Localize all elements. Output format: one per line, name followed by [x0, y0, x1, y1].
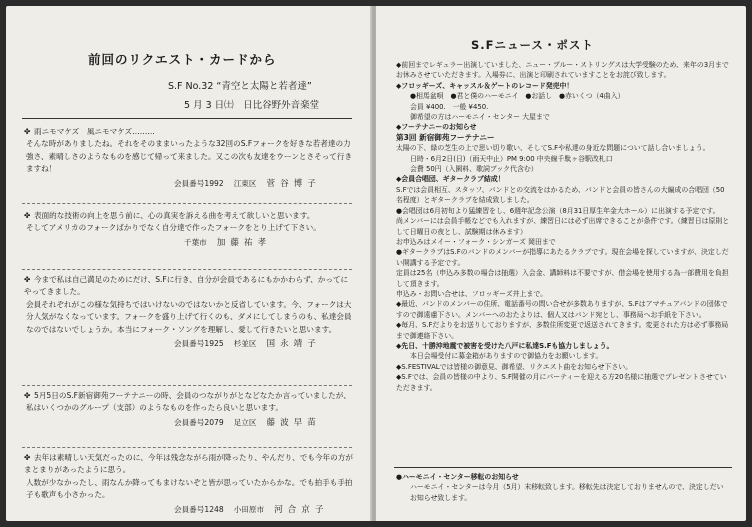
- letter-card: [24, 390, 354, 429]
- news-detail: 会費 50円（入園料、歌詞ブック代含む）: [410, 165, 538, 174]
- news-item: ◆毎月、S.Fだよりをお送りしておりますが、多数住所変更で返送されてきます。変更された方は必ず事務局まで御連絡下さい。: [396, 321, 729, 340]
- sender-place: 杉並区: [233, 339, 257, 349]
- footer-divider: [394, 467, 732, 468]
- flower-bullet-icon: ✤: [24, 211, 31, 220]
- letter-body: 私はいくつかのグループ（支部）のようなものを作ったら良いと思います。: [26, 403, 283, 413]
- news-item: ◆最近、バンドのメンバーの住所、電話番号の問い合せが多数ありますが、S.Fはアマチュアバンドの団体ですので御遠慮下さい。メンバーへのおたよりは、個人又はバンド宛とし、事務局へお手紙を下さい。: [396, 300, 728, 319]
- letter-head: 5月5日のS.F新宿御苑フーテナニーの時、会員のつながりがとなどなたか言っていましたが、: [34, 391, 351, 400]
- event-title: 第3回 新宿御苑フーテナニー: [396, 132, 495, 142]
- news-detail: 本日会場受付に募金箱がありますので御協力をお願いします。: [410, 352, 603, 361]
- flower-bullet-icon: ✤: [24, 275, 31, 284]
- news-item: ◆S.Fでは、会員の皆様の中より、S.F開催の月にパーティーを迎える方20名様に抽選でプレゼントさせていただきます。: [396, 373, 727, 392]
- member-number: 会員番号1992: [174, 178, 224, 188]
- news-detail: ●相馬盆唄 ●君と僕のハーモニイ ●お話し ●赤いくつ（4曲入）: [410, 92, 625, 101]
- letter-card: [24, 210, 354, 249]
- letter-head: 雨ニモマケズ 風ニモマケズ………: [34, 127, 155, 136]
- sender-place: 江東区: [233, 178, 257, 188]
- flower-bullet-icon: ✤: [24, 453, 31, 462]
- news-detail: 御希望の方はハーモニイ・センター 大屋まで: [410, 113, 550, 122]
- letter-card: [24, 274, 354, 350]
- news-heading: ◆会員合唱団、ギタークラブ結成！: [396, 175, 505, 184]
- sender-place: 千葉市: [184, 237, 207, 247]
- letter-divider: [22, 447, 352, 448]
- member-number: 会員番号2079: [174, 417, 224, 427]
- member-number: 会員番号1925: [174, 339, 224, 349]
- sender-place: 小田原市: [233, 504, 265, 514]
- flower-bullet-icon: ✤: [24, 391, 31, 400]
- sender-name: 菅谷博子: [266, 178, 321, 189]
- letter-signature: [24, 504, 354, 516]
- news-item: ◆S.FESTIVALでは皆様の御意見、御希望、リクエスト曲をお知らせ下さい。: [396, 362, 633, 371]
- news-detail: 会員 ¥400. 一般 ¥450.: [410, 102, 489, 111]
- letter-signature: [24, 178, 354, 190]
- letter-signature: [24, 417, 354, 429]
- letter-body: 人数が少なかったし、雨なんか降ってもまけないぞと皆が思っていたからかな。でも拍手も手拍子も歌声も小さかった。: [26, 477, 353, 500]
- letter-head: 去年は素晴しい天気だったのに、今年は残念ながら雨が降ったり、やんだり、でも今年の方がまとまりがあったように思う。: [24, 453, 353, 475]
- news-item: ◆前回までレギュラー出演していました、ニュー・ブルー・ストリングスは大学受験のため、来年の3月までお休みさせていただきます。入場券に、出演と印刷されていますことをお詫び致します。: [396, 61, 729, 80]
- sender-name: 国永靖子: [266, 339, 321, 350]
- notice-text: ハーモニイ・センターは今月（5月）末移転致します。移転先は決定しておりませんので、決定しだいお知らせ致します。: [410, 483, 724, 502]
- member-number: 会員番号1248: [174, 504, 224, 514]
- news-item: ●会唱団は6月初旬より猛練習をし、6週年記念公演（8月31日厚生年金大ホール）に出演する予定です。: [396, 206, 720, 215]
- news-detail: 日時・6月2日(日)（雨天中止）PM 9:00 中央線千駄ヶ谷駅改札口: [410, 154, 613, 163]
- sender-name: 加藤祐孝: [216, 237, 272, 248]
- news-title: S.Fニュース・ポスト: [471, 38, 594, 52]
- news-item: S.Fでは会員相互、スタッフ、バンドとの交流をはかるため、バンドと会員の皆さんの大編成の合唱団（50名程度）とギタークラブを結成致しました。: [396, 185, 725, 205]
- news-item: ●ギタークラブはS.Fのバンドのメンバーが指導にあたるクラブです。現在会場を探していますが、決定しだい開講する予定です。: [396, 248, 729, 267]
- concert-title: S.F No.32 “青空と太陽と若者達”: [168, 81, 312, 92]
- letter-divider: [22, 385, 352, 386]
- news-heading: ◆フロッギーズ、キャッスル＆ゲートのレコード発売中！: [396, 81, 574, 90]
- letter-body: 会員それぞれがこの様な気持ちではいけないのではないかと反省しています。今、フォークは大分人気がなくなっています。フォークを盛り上げて行くのも、ダメにしてしまうのも、私達会員なのではないでしょうか。本当にフォーク・ソングを理解し、愛して行きたいと思います。: [26, 299, 352, 334]
- letter-signature: [24, 338, 354, 350]
- letter-head: 今まで私は自己満足のためにだけ、S.Fに行き、自分が会員であるにもかかわらず、かってにやってきました。: [24, 275, 349, 297]
- letter-card: [24, 452, 354, 516]
- letter-signature: [24, 237, 354, 249]
- news-heading: ◆フーテナニーのお知らせ: [396, 123, 477, 132]
- bullet-icon: ●: [396, 473, 403, 481]
- news-item: 申込み・お問い合せは、フロッギーズ井上まで。: [396, 289, 547, 298]
- news-item: お申込みはメイー・フォーク・シンガーズ 岡田まで: [396, 237, 556, 246]
- right-page: [376, 6, 746, 521]
- left-page: [6, 6, 372, 521]
- sender-name: 藤波早苗: [266, 417, 321, 428]
- sender-name: 河合京子: [274, 504, 329, 515]
- news-items: [396, 60, 730, 393]
- sender-place: 足立区: [233, 417, 257, 427]
- letter-divider: [22, 203, 352, 204]
- title-divider: [22, 118, 352, 119]
- news-item: 尚メンバーには会員手帳などでも入れますが、練習日には必ず出席できることが条件です。（練習日は原則として日曜日の夜とし、試験期は休みます）: [396, 217, 730, 236]
- flower-bullet-icon: ✤: [24, 127, 31, 136]
- letter-card: [24, 126, 354, 190]
- concert-date-venue: 5 月 3 日㈯ 日比谷野外音楽堂: [184, 100, 320, 111]
- letter-body: そしてアメリカのフォークばかりでなく自分達で作ったフォークをとり上げて下さい。: [26, 223, 321, 233]
- news-item: 定員は25名（申込み多数の場合は抽選）入会金、講師料は不要ですが、借会場を使用する為一部費用を負担して頂きます。: [396, 269, 729, 288]
- notice-title: ハーモニイ・センター移転のお知らせ: [402, 473, 519, 481]
- news-item: 太陽の下、緑の芝生の上で思い切り歌い、そしてS.Fや私達の身近な問題について話し合いましょう。: [396, 144, 710, 153]
- letter-head: 表面的な技術の向上を思う前に、心の真実を訴える曲を考えて欲しいと思います。: [34, 211, 315, 220]
- letter-divider: [22, 269, 352, 270]
- notice-box: [396, 472, 730, 503]
- page-title: 前回のリクエスト・カードから: [88, 52, 277, 67]
- news-heading: ◆先日、十勝沖地震で被害を受けた八戸に私達S.Fも協力しましょう。: [396, 341, 614, 350]
- letter-body: そんな時がありましたね。それをそのままいったような32回のS.Fフォークを好きな若者達の力強さ、素晴しさのようなものを感じて帰って来ました。又この次も友達をウーンとさそって行きますね！: [26, 139, 353, 174]
